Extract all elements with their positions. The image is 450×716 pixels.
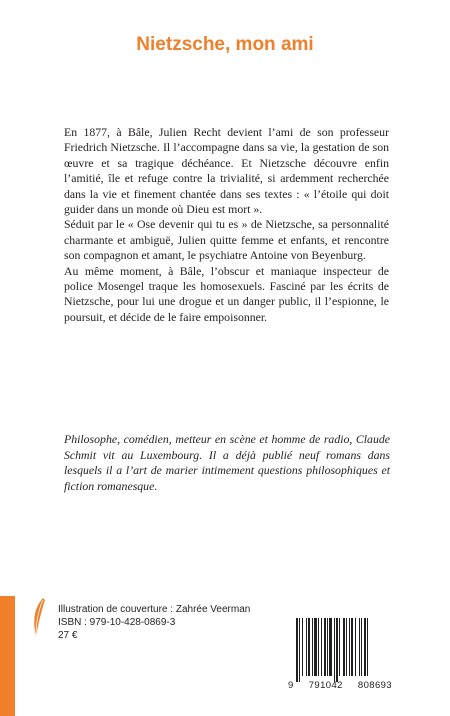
barcode-bar bbox=[349, 618, 350, 676]
barcode-bar bbox=[367, 618, 368, 676]
barcode-bar bbox=[318, 618, 319, 676]
barcode-bar bbox=[359, 618, 360, 676]
barcode-digits bbox=[288, 680, 392, 691]
barcode bbox=[288, 618, 392, 694]
barcode-bar bbox=[364, 618, 366, 676]
barcode-bar bbox=[321, 618, 322, 676]
barcode-lead-digit: 9 bbox=[288, 680, 294, 691]
summary-text bbox=[64, 125, 389, 325]
barcode-bar bbox=[336, 618, 338, 682]
barcode-bar bbox=[329, 618, 332, 676]
barcode-bar bbox=[306, 618, 307, 676]
barcode-bar bbox=[361, 618, 362, 676]
illustration-credit: Illustration de couverture : Zahrée Veerman bbox=[58, 604, 251, 615]
price: 27 € bbox=[58, 630, 78, 641]
leaf-logo-icon bbox=[30, 597, 46, 639]
barcode-bar bbox=[296, 618, 298, 682]
barcode-bar bbox=[339, 618, 340, 676]
barcode-bar bbox=[314, 618, 317, 676]
barcode-bar bbox=[312, 618, 313, 676]
barcode-bar bbox=[343, 618, 345, 676]
barcode-bar bbox=[308, 618, 310, 676]
barcode-bars bbox=[288, 618, 392, 684]
isbn: ISBN : 979-10-428-0869-3 bbox=[58, 617, 176, 628]
summary-paragraph: En 1877, à Bâle, Julien Recht devient l’ami de son professeur Friedrich Nietzsche. Il l’accompagne dans sa vie, la gestation de son œuvre et sa tragique déchéance. Et Nietzsche découvre enfin l’amitié, île et refuge contre la trivialité, si ardemment recherchée dans la vie et finement chantée dans ses textes : « l’étoile qui doit guider dans un monde où Dieu est mort ». bbox=[64, 125, 389, 217]
summary-paragraph: Au même moment, à Bâle, l’obscur et maniaque inspecteur de police Mosengel traque les homosexuels. Fasciné par les écrits de Nietzsche, pour lui une drogue et un danger public, il l’espionne, le poursuit, et décide de le faire empoisonner. bbox=[64, 263, 389, 324]
accent-bar bbox=[0, 596, 15, 716]
barcode-right-group: 808693 bbox=[357, 680, 392, 691]
author-bio: Philosophe, comédien, metteur en scène et homme de radio, Claude Schmit vit au Luxembourg. Il a déjà publié neuf romans dans lesquels il a l’art de marier intimement questions philosophiques et fiction romanesque. bbox=[64, 432, 390, 493]
barcode-left-group: 791042 bbox=[308, 680, 343, 691]
colophon bbox=[58, 603, 250, 642]
barcode-bar bbox=[351, 618, 353, 676]
book-title: Nietzsche, mon ami bbox=[136, 34, 314, 55]
summary-paragraph: Séduit par le « Ose devenir qui tu es » de Nietzsche, sa personnalité charmante et ambiguë, Julien quitte femme et enfants, et rencontre son compagnon et amant, le psychiatre Antoine von Beyenburg. bbox=[64, 217, 389, 263]
barcode-bar bbox=[355, 618, 356, 676]
barcode-bar bbox=[327, 618, 328, 676]
barcode-bar bbox=[334, 618, 335, 682]
barcode-bar bbox=[302, 618, 303, 676]
barcode-bar bbox=[299, 618, 300, 682]
barcode-bar bbox=[324, 618, 326, 676]
barcode-bar bbox=[346, 618, 347, 676]
